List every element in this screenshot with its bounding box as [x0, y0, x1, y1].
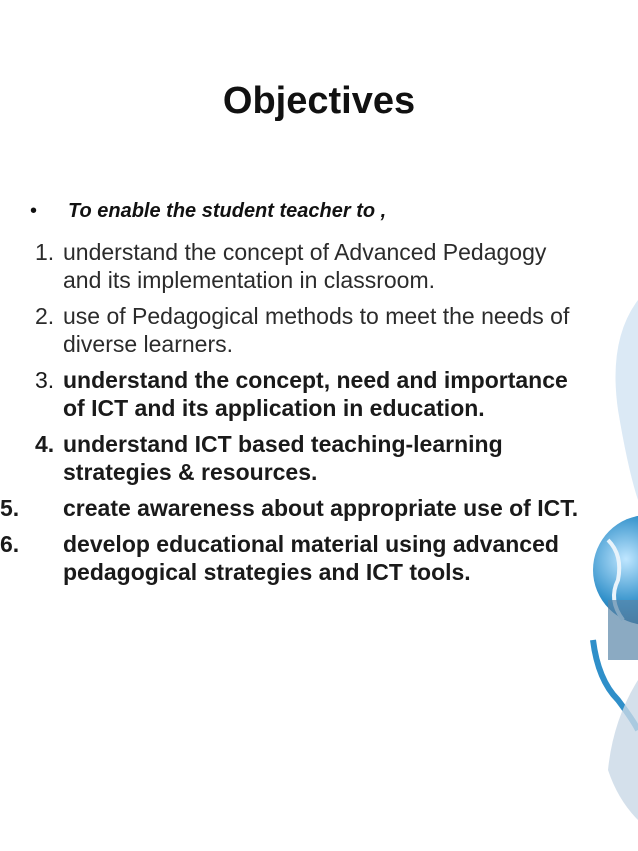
- list-item: [0, 238, 590, 294]
- item-number: 4.: [35, 431, 55, 457]
- slide-title: Objectives: [222, 80, 416, 122]
- globe-network-icon: [578, 300, 638, 820]
- list-item: [0, 366, 590, 422]
- item-text: understand the concept of Advanced Pedagogy and its implementation in classroom.: [63, 239, 547, 293]
- list-item: [0, 494, 590, 522]
- item-text: understand ICT based teaching-learning strategies & resources.: [63, 431, 503, 485]
- item-number: 2.: [35, 303, 55, 329]
- item-text: develop educational material using advanced pedagogical strategies and ICT tools.: [63, 531, 559, 585]
- item-text: understand the concept, need and importance of ICT and its application in education.: [63, 367, 568, 421]
- list-item: [0, 430, 590, 486]
- bullet-icon: •: [30, 200, 38, 222]
- intro-text: To enable the student teacher to ,: [68, 200, 387, 222]
- item-number: 6.: [0, 531, 20, 557]
- item-number: 5.: [0, 495, 20, 521]
- objectives-list: [0, 238, 590, 594]
- item-text: use of Pedagogical methods to meet the needs of diverse learners.: [63, 303, 570, 357]
- item-text: create awareness about appropriate use of ICT.: [63, 495, 579, 521]
- intro-line: [30, 200, 386, 223]
- list-item: [0, 302, 590, 358]
- item-number: 3.: [35, 367, 55, 393]
- item-number: 1.: [35, 239, 55, 265]
- list-item: [0, 530, 590, 586]
